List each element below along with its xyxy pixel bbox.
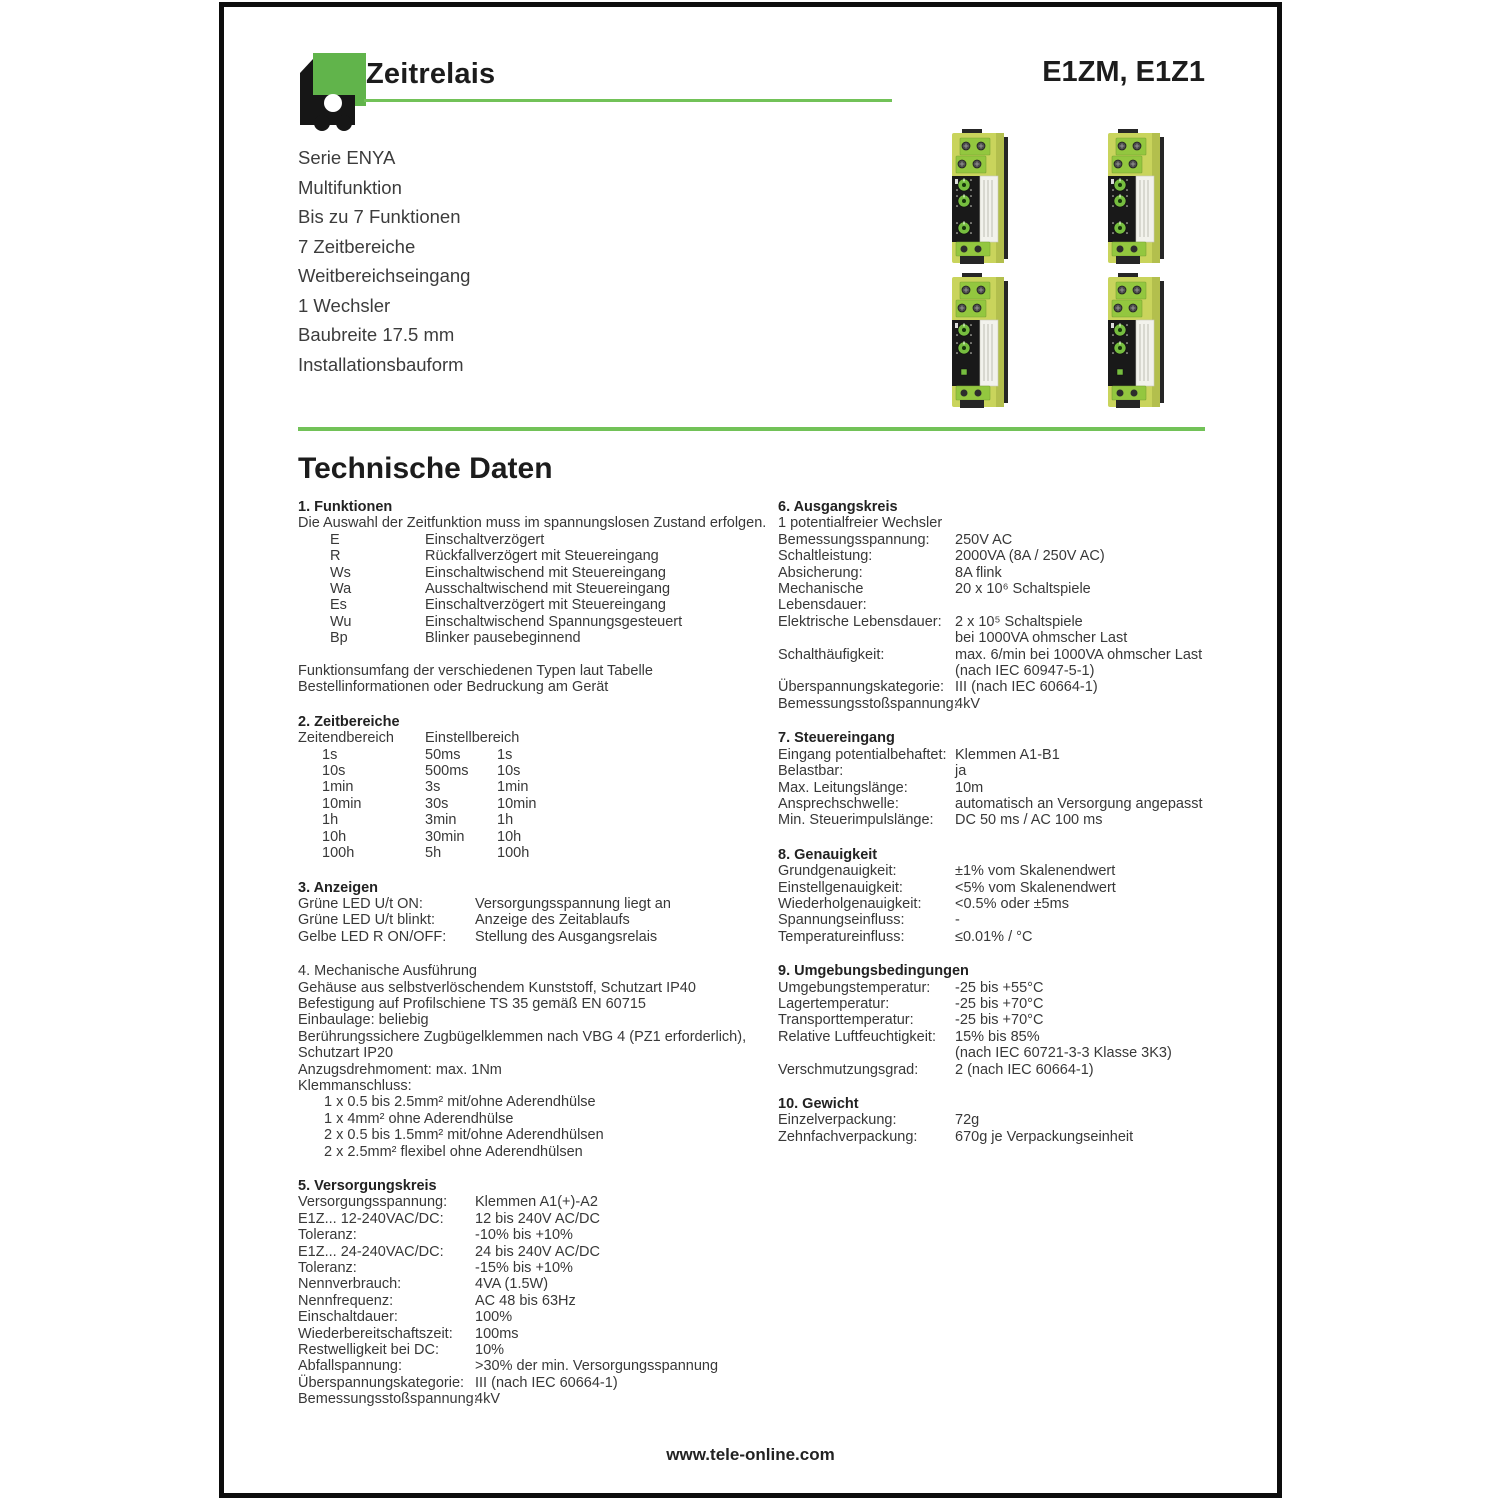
spec-row (298, 929, 768, 945)
tech-section (298, 1178, 768, 1408)
table-row (298, 812, 768, 828)
spec-value: 4kV (475, 1391, 500, 1408)
spec-row (778, 912, 1220, 928)
spec-label: Einschaltdauer: (298, 1309, 398, 1326)
table-cell: 10min (497, 795, 537, 812)
spec-label: Grundgenauigkeit: (778, 863, 897, 880)
spec-label: Spannungseinfluss: (778, 912, 905, 929)
spec-label: Eingang potentialbehaftet: (778, 746, 947, 763)
spec-label: Bemessungsspannung: (778, 531, 930, 548)
table-cell: 1h (497, 812, 514, 829)
spec-row (298, 565, 768, 581)
spec-label: Grüne LED U/t ON: (298, 895, 423, 912)
spec-value: 20 x 10⁶ Schaltspiele (955, 581, 1091, 598)
spec-label: Überspannungskategorie: (778, 679, 945, 696)
spec-label: Gelbe LED R ON/OFF: (298, 928, 447, 945)
section-heading: 7. Steuereingang (778, 730, 895, 747)
table-row (298, 763, 768, 779)
spec-value: 24 bis 240V AC/DC (475, 1243, 600, 1260)
table-cell: 1s (322, 746, 338, 763)
spec-row (778, 980, 1220, 996)
feature-item: Serie ENYA (298, 147, 396, 168)
spec-row (778, 1129, 1220, 1145)
spec-label: Schaltleistung: (778, 548, 873, 565)
spec-row (298, 1260, 768, 1276)
text-line: Befestigung auf Profilschiene TS 35 gemäß EN 60715 (298, 995, 646, 1012)
table-cell: 3min (425, 812, 457, 829)
section-heading: 9. Umgebungsbedingungen (778, 963, 969, 980)
spec-value: ja (955, 763, 967, 780)
table-row (298, 796, 768, 812)
spec-value: 2 (nach IEC 60664-1) (955, 1061, 1094, 1078)
spec-label: Relative Luftfeuchtigkeit: (778, 1028, 936, 1045)
spec-label: Ansprechschwelle: (778, 795, 899, 812)
spec-row (778, 1012, 1220, 1028)
spec-row (298, 1375, 768, 1391)
section-heading: 6. Ausgangskreis (778, 499, 898, 515)
tech-section (298, 714, 768, 862)
spec-value: Blinker pausebeginnend (425, 630, 581, 647)
spec-label: Schalthäufigkeit: (778, 646, 885, 663)
list-item: 2 x 2.5mm² flexibel ohne Aderendhülsen (324, 1143, 583, 1160)
spec-value: 10% (475, 1342, 505, 1359)
spec-label: Wa (330, 581, 352, 598)
spec-value: Stellung des Ausgangsrelais (475, 928, 658, 945)
spacer (298, 647, 768, 663)
spec-value: 8A flink (955, 564, 1002, 581)
spec-row (778, 565, 1220, 581)
spec-value: AC 48 bis 63Hz (475, 1292, 576, 1309)
table-cell: 1min (497, 779, 529, 796)
spec-label: Toleranz: (298, 1260, 357, 1277)
spec-value: 250V AC (955, 531, 1013, 548)
text-line: Die Auswahl der Zeitfunktion muss im spannungslosen Zustand erfolgen. (298, 515, 767, 532)
spec-value: - (955, 912, 960, 929)
table-row (298, 779, 768, 795)
spec-row (298, 581, 768, 597)
spec-row (778, 1029, 1220, 1045)
spec-label: Wiederholgenauigkeit: (778, 895, 922, 912)
section-heading: 4. Mechanische Ausführung (298, 963, 477, 980)
spec-label: Nennverbrauch: (298, 1276, 402, 1293)
table-cell: 10s (497, 763, 521, 780)
spec-label: Min. Steuerimpulslänge: (778, 812, 934, 829)
spec-value: 100ms (475, 1325, 519, 1342)
table-cell: 10h (322, 828, 347, 845)
spec-value: -25 bis +70°C (955, 1012, 1044, 1029)
spec-row (778, 863, 1220, 879)
spec-label: Nennfrequenz: (298, 1292, 394, 1309)
spec-label: R (330, 548, 341, 565)
table-row (298, 829, 768, 845)
spec-value: 2 x 10⁵ Schaltspiele (955, 613, 1083, 630)
spec-row (298, 1276, 768, 1292)
spec-row (778, 581, 1220, 614)
list-item: 1 x 4mm² ohne Aderendhülse (324, 1110, 514, 1127)
spec-row (778, 996, 1220, 1012)
feature-item: 1 Wechsler (298, 294, 391, 316)
spec-row (778, 796, 1220, 812)
spec-label: Einzelverpackung: (778, 1112, 897, 1129)
feature-item: Multifunktion (298, 176, 402, 198)
spec-row (778, 929, 1220, 945)
spec-value: Versorgungsspannung liegt an (475, 895, 671, 912)
spec-value: 670g je Verpackungseinheit (955, 1128, 1134, 1145)
datasheet-page (219, 2, 1282, 1498)
tech-column-left (298, 499, 768, 1408)
spec-label: Einstellgenauigkeit: (778, 879, 903, 896)
spec-label: Elektrische Lebensdauer: (778, 613, 942, 630)
spec-label: Restwelligkeit bei DC: (298, 1342, 440, 1359)
spec-label: Mechanische Lebensdauer: (778, 581, 867, 614)
spec-value: 10m (955, 779, 984, 796)
title-underline (364, 99, 892, 102)
spec-label: Transporttemperatur: (778, 1012, 914, 1029)
spec-row (778, 532, 1220, 548)
tech-section (778, 963, 1220, 1078)
text-line: Berührungssichere Zugbügelklemmen nach VBG 4 (PZ1 erforderlich), Schutzart IP20 (298, 1028, 747, 1062)
text-line: Anzugsdrehmoment: max. 1Nm (298, 1061, 502, 1078)
spec-row (778, 663, 1220, 679)
table-cell: 50ms (425, 746, 461, 763)
spec-value: Einschaltwischend Spannungsgesteuert (425, 613, 683, 630)
spec-row (778, 647, 1220, 663)
table-header-row (298, 730, 768, 746)
spec-value: automatisch an Versorgung angepasst (955, 795, 1203, 812)
spec-row (778, 880, 1220, 896)
spec-value: 72g (955, 1112, 980, 1129)
spec-row (778, 747, 1220, 763)
spec-value: ≤0.01% / °C (955, 928, 1033, 945)
spec-value: III (nach IEC 60664-1) (955, 679, 1098, 696)
column-header: Zeitendbereich (298, 730, 394, 747)
spec-value: (nach IEC 60721-3-3 Klasse 3K3) (955, 1045, 1172, 1062)
section-heading: 5. Versorgungskreis (298, 1178, 437, 1195)
spec-row (298, 1244, 768, 1260)
spec-value: -25 bis +55°C (955, 979, 1044, 996)
spec-value: <5% vom Skalenendwert (955, 879, 1116, 896)
section-heading: 8. Genauigkeit (778, 846, 878, 863)
spec-label: Grüne LED U/t blinkt: (298, 912, 435, 929)
spec-value: Rückfallverzögert mit Steuereingang (425, 548, 659, 565)
spec-value: Ausschaltwischend mit Steuereingang (425, 581, 671, 598)
spec-label: Versorgungsspannung: (298, 1194, 448, 1211)
table-cell: 100h (497, 845, 530, 862)
spec-value: -10% bis +10% (475, 1227, 573, 1244)
spec-row (778, 1062, 1220, 1078)
spec-value: Einschaltverzögert mit Steuereingang (425, 597, 666, 614)
section-heading: 10. Gewicht (778, 1096, 859, 1112)
spec-label: Belastbar: (778, 763, 844, 780)
tech-column-right (778, 499, 1220, 1145)
spec-row (298, 548, 768, 564)
spec-label: E (330, 531, 340, 548)
product-photo-relay-2-dials (1096, 269, 1174, 415)
section-heading: 2. Zeitbereiche (298, 713, 400, 730)
tech-section (298, 963, 768, 1160)
tech-section (298, 880, 768, 946)
spec-value: >30% der min. Versorgungsspannung (475, 1358, 719, 1375)
text-line: Klemmanschluss: (298, 1077, 412, 1094)
spec-row (778, 896, 1220, 912)
feature-list (298, 143, 470, 379)
spec-value: Klemmen A1-B1 (955, 746, 1060, 763)
feature-item: Installationsbauform (298, 353, 464, 375)
spec-row (298, 1211, 768, 1227)
spec-value: (nach IEC 60947-5-1) (955, 663, 1095, 680)
spec-row (298, 1309, 768, 1325)
table-row (298, 747, 768, 763)
spec-value: 12 bis 240V AC/DC (475, 1210, 600, 1227)
spec-row (778, 548, 1220, 564)
feature-item: Weitbereichseingang (298, 265, 471, 286)
tech-section (778, 1096, 1220, 1145)
spec-row (298, 532, 768, 548)
spec-label: Es (330, 597, 347, 614)
table-cell: 1h (322, 812, 339, 829)
spec-label: Max. Leitungslänge: (778, 779, 908, 796)
spec-row (298, 1194, 768, 1210)
table-cell: 5h (425, 845, 442, 862)
spec-row (298, 597, 768, 613)
spec-row (778, 696, 1220, 712)
feature-item: Baubreite 17.5 mm (298, 324, 455, 345)
section-heading: 1. Funktionen (298, 499, 393, 515)
spec-row (298, 1326, 768, 1342)
spec-value: -25 bis +70°C (955, 995, 1044, 1012)
tech-section (778, 730, 1220, 828)
spec-value: 15% bis 85% (955, 1028, 1040, 1045)
spec-row (778, 679, 1220, 695)
table-cell: 30min (425, 828, 465, 845)
spec-label: Umgebungstemperatur: (778, 979, 931, 996)
separator-line (298, 427, 1205, 431)
spec-row (778, 1045, 1220, 1061)
tech-section (298, 499, 768, 696)
product-codes: E1ZM, E1Z1 (1042, 56, 1205, 88)
spec-value: bei 1000VA ohmscher Last (955, 630, 1128, 647)
tech-data-title: Technische Daten (298, 452, 553, 485)
spec-row (778, 812, 1220, 828)
spec-value: Klemmen A1(+)-A2 (475, 1194, 598, 1211)
text-line: Einbaulage: beliebig (298, 1012, 429, 1029)
spec-value: III (nach IEC 60664-1) (475, 1374, 618, 1391)
spec-row (298, 1342, 768, 1358)
spec-label: Temperatureinfluss: (778, 928, 905, 945)
spec-row (298, 896, 768, 912)
product-photo-relay-2-dials (940, 269, 1018, 415)
spec-value: ±1% vom Skalenendwert (955, 863, 1116, 880)
table-row (298, 845, 768, 861)
table-cell: 100h (322, 845, 355, 862)
page-title: Zeitrelais (366, 58, 496, 90)
spec-label: Bemessungsstoßspannung: (298, 1391, 478, 1408)
spec-label: Bemessungsstoßspannung: (778, 695, 958, 712)
table-cell: 10h (497, 828, 522, 845)
table-cell: 30s (425, 795, 449, 812)
spec-label: E1Z... 12-240VAC/DC: (298, 1210, 444, 1227)
spec-value: Anzeige des Zeitablaufs (475, 912, 630, 929)
spec-label: Wu (330, 613, 352, 630)
spec-row (298, 1227, 768, 1243)
list-item: 1 x 0.5 bis 2.5mm² mit/ohne Aderendhülse (324, 1094, 596, 1111)
tele-logo-icon (300, 53, 366, 131)
spec-row (778, 630, 1220, 646)
spec-value: Einschaltwischend mit Steuereingang (425, 564, 666, 581)
spec-label: Toleranz: (298, 1227, 357, 1244)
spec-row (778, 763, 1220, 779)
tech-section (778, 847, 1220, 945)
spec-label: Wiederbereitschaftszeit: (298, 1325, 453, 1342)
spec-label: Ws (330, 564, 351, 581)
spec-value: 4VA (1.5W) (475, 1276, 549, 1293)
spec-label: E1Z... 24-240VAC/DC: (298, 1243, 444, 1260)
spec-row (298, 630, 768, 646)
spec-row (778, 1112, 1220, 1128)
spec-label: Bp (330, 630, 348, 647)
spec-label: Absicherung: (778, 564, 863, 581)
list-item: 2 x 0.5 bis 1.5mm² mit/ohne Aderendhülsen (324, 1127, 604, 1144)
table-cell: 500ms (425, 763, 469, 780)
text-line: Funktionsumfang der verschiedenen Typen laut Tabelle Bestellinformationen oder Bedruckung am Gerät (298, 663, 653, 696)
spec-value: max. 6/min bei 1000VA ohmscher Last (955, 646, 1203, 663)
spec-row (778, 780, 1220, 796)
spec-value: <0.5% oder ±5ms (955, 895, 1069, 912)
spec-value: 100% (475, 1309, 513, 1326)
spec-value: -15% bis +10% (475, 1260, 573, 1277)
spec-value: 4kV (955, 695, 980, 712)
spec-row (778, 614, 1220, 630)
spec-label: Abfallspannung: (298, 1358, 402, 1375)
column-header: Einstellbereich (425, 730, 520, 747)
footer-url: www.tele-online.com (666, 1445, 835, 1464)
tech-section (778, 499, 1220, 712)
spec-label: Überspannungskategorie: (298, 1374, 465, 1391)
spec-row (298, 1391, 768, 1407)
table-cell: 1min (322, 779, 354, 796)
spec-row (298, 1358, 768, 1374)
text-line: 1 potentialfreier Wechsler (778, 515, 943, 532)
text-line: Gehäuse aus selbstverlöschendem Kunststoff, Schutzart IP40 (298, 979, 696, 996)
spec-value: Einschaltverzögert (425, 531, 545, 548)
table-cell: 3s (425, 779, 441, 796)
section-heading: 3. Anzeigen (298, 879, 379, 896)
product-photo-relay-3-dials (940, 125, 1018, 271)
table-cell: 1s (497, 746, 513, 763)
table-cell: 10s (322, 763, 346, 780)
table-cell: 10min (322, 795, 362, 812)
feature-item: Bis zu 7 Funktionen (298, 206, 461, 227)
spec-value: DC 50 ms / AC 100 ms (955, 812, 1103, 829)
spec-label: Zehnfachverpackung: (778, 1128, 918, 1145)
spec-row (298, 1293, 768, 1309)
spec-row (298, 614, 768, 630)
product-photo-relay-3-dials (1096, 125, 1174, 271)
feature-item: 7 Zeitbereiche (298, 235, 416, 257)
spec-row (298, 912, 768, 928)
spec-label: Verschmutzungsgrad: (778, 1061, 919, 1078)
spec-label: Lagertemperatur: (778, 995, 890, 1012)
spec-value: 2000VA (8A / 250V AC) (955, 548, 1105, 565)
